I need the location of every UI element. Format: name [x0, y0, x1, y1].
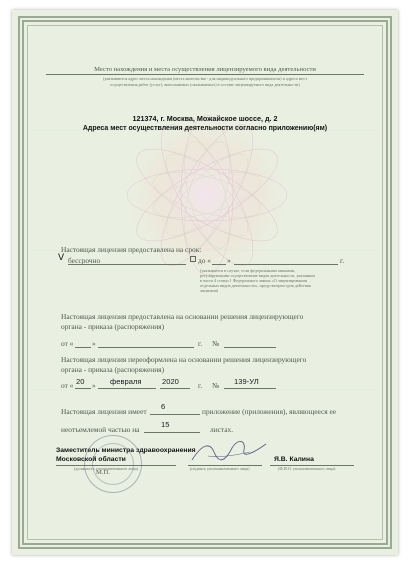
appendix-line1-prefix: Настоящая лицензия имеет — [61, 407, 147, 416]
basis-month-line — [98, 347, 194, 348]
stamp-label: М.П. — [96, 469, 110, 476]
reissue-from-label: от « — [61, 381, 74, 390]
reissue-day-line — [75, 388, 91, 389]
signatory-position-line1: Заместитель министра здравоохранения — [56, 447, 196, 454]
basis-num-label: № — [212, 339, 220, 348]
term-note3: в части 4 статьи 1 Федерального закона «О лицензировании — [200, 278, 307, 283]
term-until-prefix: до « — [198, 256, 211, 265]
appendix-count-line — [150, 414, 200, 415]
basis-from-label: от « — [61, 339, 74, 348]
reissue-line2: органа - приказа (распоряжения) — [61, 365, 165, 374]
license-sheet — [12, 10, 398, 555]
reissue-num-label: № — [212, 381, 220, 390]
term-note5: лицензии) — [200, 288, 219, 293]
reissue-year-line — [160, 388, 190, 389]
appendix-count: 6 — [161, 402, 166, 411]
term-until-checkbox — [190, 256, 196, 262]
address-line1: 121374, г. Москва, Можайское шоссе, д. 2 — [132, 114, 278, 123]
term-unlimited: бессрочно — [68, 256, 101, 265]
basis-line2: органа - приказа (распоряжения) — [61, 322, 165, 331]
appendix-line2-suffix: листах. — [210, 425, 234, 434]
caption-name: (Ф.И.О. уполномоченного лица) — [278, 466, 336, 471]
appendix-line2-prefix: неотъемлемой частью на — [61, 425, 140, 434]
signatory-name: Я.В. Калина — [274, 456, 314, 463]
official-seal-inner — [92, 443, 134, 485]
term-note4: отдельных видов деятельности», предусмотрен срок действия — [200, 283, 311, 288]
term-until-year: г. — [340, 256, 345, 265]
reissue-year-suffix: г. — [198, 381, 203, 390]
handwritten-signature — [188, 434, 270, 468]
header-underline — [46, 74, 364, 75]
term-until-mid: » — [227, 256, 231, 265]
basis-year-suffix: г. — [198, 339, 203, 348]
basis-quote-close: » — [92, 339, 96, 348]
appendix-line1-suffix: приложение (приложения), являющееся ее — [202, 407, 337, 416]
sheet-count: 15 — [161, 420, 170, 429]
reissue-day: 20 — [76, 377, 85, 386]
header-line3: осуществления работ (услуг), выполняемых (оказываемых) в составе лицензируемого вида деятельности) — [110, 82, 300, 87]
signatory-position-line2: Московской области — [56, 456, 126, 463]
sheet-count-line — [144, 432, 200, 433]
reissue-number: 139-УЛ — [234, 377, 259, 386]
caption-signature: (подпись уполномоченного лица) — [190, 466, 250, 471]
reissue-month: февраля — [110, 377, 142, 386]
header-line2: (указываются адрес места нахождения (места жительства - для индивидуального предпринимателя) и адреса мест — [102, 76, 308, 81]
term-note2: регулирующими осуществление видов деятельности, указанных — [200, 273, 316, 278]
address-line2: Адреса мест осуществления деятельности согласно приложению(ям) — [82, 125, 328, 132]
reissue-quote-close: » — [92, 381, 96, 390]
basis-line1: Настоящая лицензия предоставлена на основании решения лицензирующего — [61, 312, 304, 321]
reissue-month-line — [98, 388, 156, 389]
reissue-number-line — [224, 388, 276, 389]
reissue-line1: Настоящая лицензия переоформлена на основании решения лицензирующего — [61, 355, 307, 364]
term-day-line — [212, 264, 226, 265]
official-seal — [84, 435, 142, 493]
reissue-year: 2020 — [162, 377, 179, 386]
term-unlimited-line — [68, 264, 186, 265]
caption-position: (должность уполномоченного лица) — [74, 466, 139, 471]
term-label: Настоящая лицензия предоставлена на срок: — [61, 245, 202, 254]
basis-day-line — [75, 347, 91, 348]
checkmark-icon: V — [58, 253, 65, 263]
basis-number-line — [224, 347, 276, 348]
term-month-line — [234, 264, 338, 265]
term-note1: (указывается в случае, если федеральными законами, — [200, 268, 296, 273]
header-line1: Место нахождения и места осуществления лицензируемого вида деятельности — [94, 66, 316, 73]
